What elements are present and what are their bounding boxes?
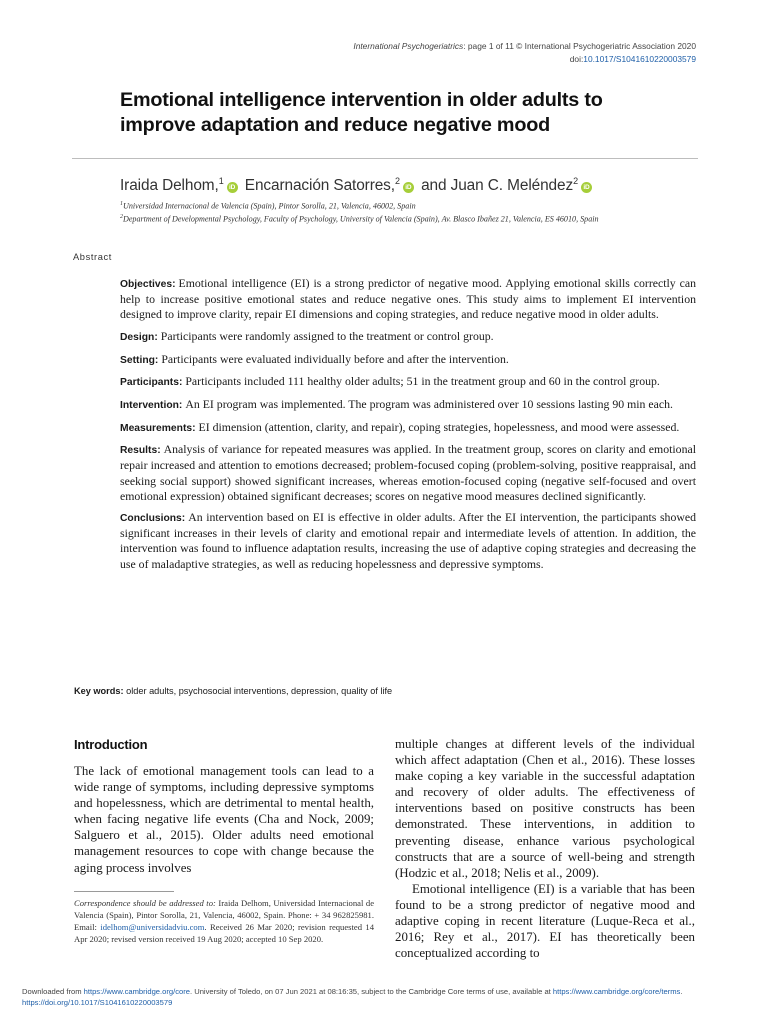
article-doi-link[interactable]: https://doi.org/10.1017/S1041610220003579 — [22, 997, 173, 1007]
footnote-email-link[interactable]: idelhom@universidadviu.com — [100, 922, 205, 932]
affiliation-mark: 1 — [120, 201, 123, 207]
body-paragraph: The lack of emotional management tools can lead to a wide range of symptoms, including depressive symptoms and hopelessness, which are detrimental to mental health, when facing negative life events (Cha and Nock, 2009; Salguero et al., 2015). Older adults need emotional management resources to cope with change because the aging process involves — [74, 764, 374, 875]
download-footer — [22, 987, 750, 1008]
author-name: Iraida Delhom, — [120, 177, 219, 194]
title-divider — [72, 158, 698, 159]
terms-link[interactable]: https://www.cambridge.org/core/terms — [552, 987, 681, 996]
footer-text: Downloaded from — [22, 987, 84, 996]
journal-info-line — [353, 40, 696, 53]
abstract-section-design — [120, 329, 696, 345]
author-affiliation-mark: 2 — [573, 176, 578, 186]
affiliation — [120, 212, 599, 225]
journal-name: International Psychogeriatrics — [353, 41, 464, 51]
abstract-section-conclusions — [120, 510, 696, 571]
section-text: An intervention based on EI is effective in older adults. After the EI intervention, the participants showed significant increases in their levels of clarity and emotional repair and intermediate levels of attention. In addition, the intervention was found to influence adaptation results, increasing the use of adaptive coping strategies and decreasing the use of maladaptive strategies, as well as reducing hopelessness and depressive symptoms. — [120, 510, 696, 571]
author-affiliation-mark: 1 — [218, 176, 224, 186]
body-paragraph: Emotional intelligence (EI) is a variable that has been found to be a strong predictor of negative mood and adaptive coping in recent literature (Luque-Reca et al., 2016; Rey et al., 2017). EI has theoretically been conceptualized according to — [395, 881, 695, 961]
footer-text: . — [680, 987, 683, 996]
section-label: Design: — [120, 331, 158, 343]
affiliation-text: Department of Developmental Psychology, Faculty of Psychology, University of Valencia (Spain), Av. Blasco Ibañez 21, Valencia, ES 46010, Spain — [123, 214, 599, 224]
orcid-icon[interactable]: iD — [581, 182, 592, 193]
body-column-left — [74, 763, 374, 876]
abstract-section-measurements — [120, 420, 696, 436]
keywords-label: Key words: — [74, 686, 124, 696]
author-affiliation-mark: 2 — [394, 176, 400, 186]
footer-text: . University of Toledo, on 07 Jun 2021 at 08:16:35, subject to the Cambridge Core terms of use, available at — [190, 987, 553, 996]
section-text: Emotional intelligence (EI) is a strong predictor of negative mood. Applying emotional skills correctly can help to increase positive emotional states and reduce negative ones. This study aims to implement EI intervention designed to improve clarity, repair EI dimensions and coping strategies, and reduce negative mood in older adults. — [120, 276, 696, 322]
section-text: Analysis of variance for repeated measures was applied. In the treatment group, scores on clarity and emotional repair increased and attention to emotions decreased; problem-focused coping (problem-solving, positive reappraisal, and seeking social support) showed significant increases, whereas emotion-focused coping (negative self-focused and overt emotional expression) obtained significant decreases; scores on negative mood measures declined significantly. — [120, 442, 696, 503]
section-text: Participants were randomly assigned to the treatment or control group. — [160, 328, 494, 343]
keywords-text: older adults, psychosocial interventions, depression, quality of life — [126, 686, 393, 696]
journal-header — [353, 40, 696, 65]
abstract-section-objectives — [120, 276, 696, 322]
doi-link[interactable]: 10.1017/S1041610220003579 — [583, 53, 696, 64]
abstract-section-setting — [120, 352, 696, 368]
section-label: Results: — [120, 445, 161, 457]
keywords — [74, 686, 392, 696]
section-label: Conclusions: — [120, 513, 186, 525]
footnote-lead: Correspondence should be addressed to: — [74, 898, 216, 908]
doi-label: doi: — [569, 53, 584, 64]
footnote-text: Iraida Delhom, Universidad Internacional de Valencia (Spain), Pintor Sorolla, 21, Valencia, 46002, Spain. Phone: + 34 962825981. Email: — [74, 898, 375, 932]
correspondence-footnote — [74, 897, 374, 945]
journal-doi-line — [353, 53, 696, 66]
section-label: Measurements: — [120, 422, 196, 434]
section-text: Participants were evaluated individually before and after the intervention. — [161, 351, 509, 366]
journal-page-info: : page 1 of 11 © International Psychogeriatric Association 2020 — [463, 41, 696, 51]
abstract-body — [120, 276, 696, 578]
footnote-divider — [74, 891, 174, 892]
article-title: Emotional intelligence intervention in older adults to improve adaptation and reduce negative mood — [120, 89, 603, 136]
section-text: EI dimension (attention, clarity, and repair), coping strategies, hopelessness, and mood were assessed. — [198, 419, 680, 434]
abstract-section-participants — [120, 374, 696, 390]
abstract-section-intervention — [120, 397, 696, 413]
cambridge-core-link[interactable]: https://www.cambridge.org/core — [83, 987, 190, 996]
orcid-icon[interactable]: iD — [227, 182, 238, 193]
abstract-section-results — [120, 442, 696, 503]
orcid-icon[interactable]: iD — [403, 182, 414, 193]
section-label: Intervention: — [120, 399, 183, 411]
affiliation — [120, 199, 599, 212]
affiliation-text: Universidad Internacional de Valencia (Spain), Pintor Sorolla, 21, Valencia, 46002, Spain — [123, 201, 416, 211]
author-list — [120, 176, 595, 195]
author-name: Encarnación Satorres, — [244, 177, 395, 194]
section-label: Setting: — [120, 354, 159, 366]
section-label: Participants: — [120, 377, 183, 389]
section-heading-introduction: Introduction — [74, 737, 148, 752]
section-text: An EI program was implemented. The program was administered over 10 sessions lasting 90 min each. — [185, 396, 673, 411]
abstract-label: Abstract — [73, 252, 112, 262]
section-text: Participants included 111 healthy older adults; 51 in the treatment group and 60 in the control group. — [185, 374, 660, 389]
footnote-text: . Received 26 Mar 2020; revision requested 14 Apr 2020; revised version received 19 Aug 2020; accepted 10 Sep 2020. — [74, 922, 374, 944]
body-paragraph: multiple changes at different levels of the individual which affect adaptation (Chen et al., 2016). These losses make coping a key variable in the successful adaptation and recovery of older adults. The effectiveness of interventions based on positive constructs has been demonstrated. These interventions, in addition to preventing disease, enhance various psychological constructs that are a source of well-being and strength (Hodzic et al., 2018; Nelis et al., 2009). — [395, 737, 695, 880]
affiliations — [120, 199, 599, 225]
body-column-right — [395, 736, 695, 961]
section-label: Objectives: — [120, 279, 176, 290]
author-name: and Juan C. Meléndez — [421, 177, 574, 194]
affiliation-mark: 2 — [120, 214, 123, 221]
